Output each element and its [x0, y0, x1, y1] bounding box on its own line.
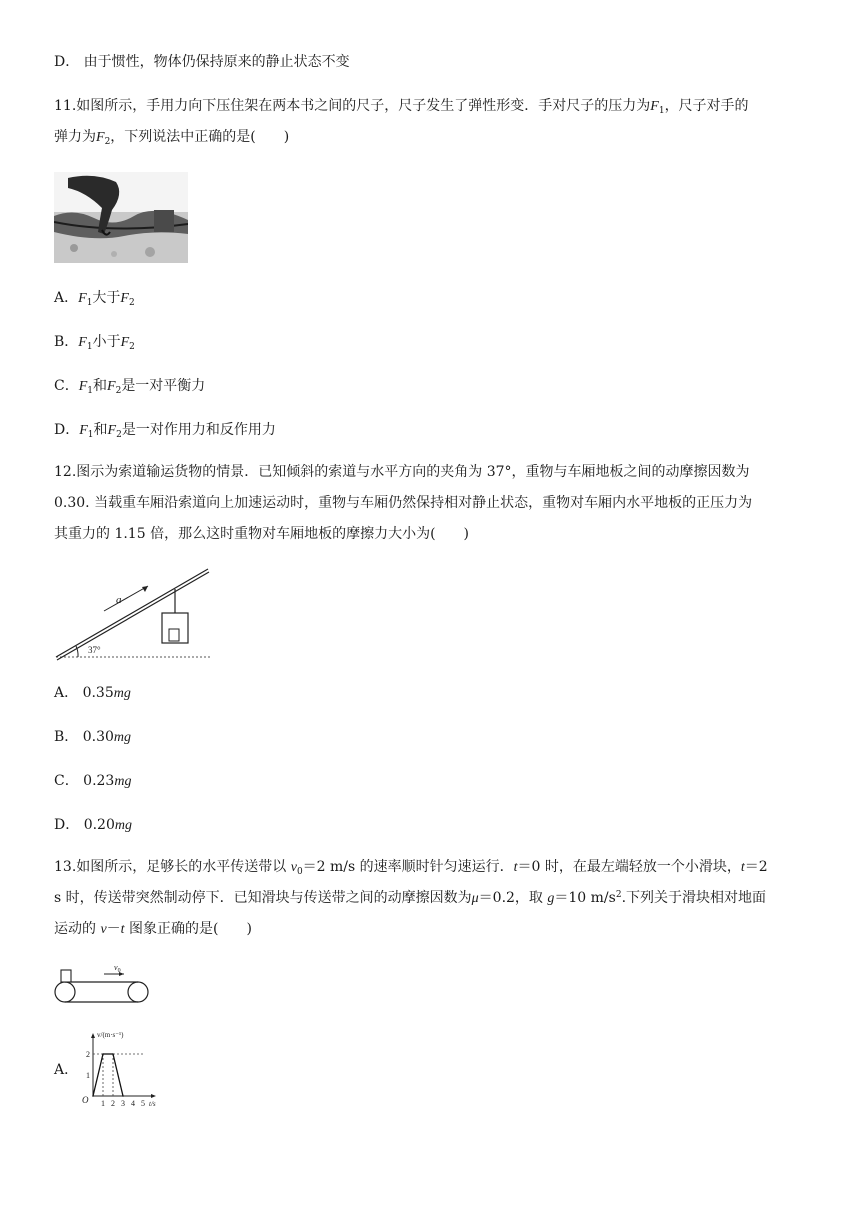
vt-series-point-0 [92, 1095, 94, 1097]
q11-option-c-sub2: 2 [115, 386, 122, 396]
q13-text-i: 运动的 [54, 921, 101, 937]
q13-text-d: ＝2 [744, 859, 768, 875]
q11-option-c[interactable] [54, 376, 205, 397]
q11-option-d-sub2: 2 [116, 430, 122, 440]
accel-label: a [116, 594, 122, 606]
q11-f1-symbol: F [650, 99, 659, 114]
q13-option-a-label[interactable]: A． [54, 1062, 79, 1078]
q12-option-c-value: 0.23 [83, 773, 115, 789]
angle-label: 37° [88, 645, 101, 655]
q11-option-a-f1: F [78, 291, 87, 306]
q13-stem-line3 [54, 919, 252, 940]
q12-option-a[interactable] [54, 683, 131, 704]
q11-option-b-sub2: 2 [129, 342, 135, 352]
q12-stem-line1: 12.图示为索道输运货物的情景．已知倾斜的索道与水平方向的夹角为 37°，重物与车厢地板之间的动摩擦因数为 [54, 464, 750, 480]
q12-option-a-prefix: A． [54, 685, 79, 701]
q12-option-c[interactable] [54, 771, 131, 792]
q11-option-d-f1: F [79, 423, 88, 438]
q12-option-d[interactable] [54, 815, 132, 836]
q11-option-d-suffix: 是一对作用力和反作用力 [121, 422, 276, 438]
q12-option-d-prefix: D． [54, 817, 80, 833]
q12-cableway-diagram [54, 565, 214, 661]
q13-v0-symbol: v [290, 860, 297, 875]
q12-option-c-unit: mg [114, 774, 132, 789]
q11-option-d-sub1: 1 [87, 430, 94, 440]
q11-option-c-prefix: C． [54, 378, 79, 394]
q13-text-f: ＝0.2，取 [478, 890, 548, 906]
q12-stem-line3: 其重力的 1.15 倍，那么这时重物对车厢地板的摩擦力大小为( ) [54, 526, 469, 542]
q12-option-b-prefix: B． [54, 729, 79, 745]
q12-option-c-prefix: C． [54, 773, 79, 789]
q13-v0-subscript: 0 [296, 867, 303, 877]
q11-option-b-sub1: 1 [86, 342, 93, 352]
q11-option-b-f2: F [120, 335, 130, 350]
y-axis-arrow [91, 1033, 95, 1038]
q13-text-h: .下列关于滑块相对地面 [621, 890, 767, 906]
q11-option-a-f2: F [120, 291, 129, 306]
q11-option-a-sub1: 1 [86, 298, 93, 308]
q13-text-g: ＝10 m/s [554, 890, 616, 906]
q13-stem-line1 [54, 857, 768, 878]
x-tick-label-4: 4 [131, 1099, 135, 1108]
q12-option-b-value: 0.30 [82, 729, 114, 745]
right-pulley [128, 982, 148, 1002]
q11-stem-line2 [54, 127, 289, 148]
q12-option-b[interactable] [54, 727, 131, 748]
q12-option-a-value: 0.35 [82, 685, 114, 701]
q11-f1-subscript: 1 [658, 106, 665, 116]
x-tick-label-3: 3 [121, 1099, 125, 1108]
q12-stem-line2: 0.30. 当载重车厢沿索道向上加速运动时，重物与车厢仍然保持相对静止状态，重物对车厢内水平地板的正压力为 [54, 495, 753, 511]
y-tick-label-2: 2 [86, 1050, 90, 1059]
q11-option-b-prefix: B． [54, 334, 79, 350]
q12-option-d-value: 0.20 [83, 817, 115, 833]
vt-series-point-2 [112, 1053, 114, 1055]
q13-text-c: ＝0 时，在最左端轻放一个小滑块， [517, 859, 741, 875]
q11-stem-line1 [54, 96, 749, 117]
q11-option-d-mid: 和 [93, 422, 108, 438]
q13-g-symbol: g [547, 891, 555, 906]
q11-option-c-sub1: 1 [87, 386, 94, 396]
x-tick-label-2: 2 [111, 1099, 115, 1108]
x-tick-label-1: 1 [101, 1099, 105, 1108]
q13-text-b: ＝2 m/s 的速率顺时针匀速运行． [302, 859, 514, 875]
q13-option-a-vt-graph[interactable] [80, 1026, 172, 1108]
q11-stem-text-c: 弹力为 [54, 129, 96, 145]
q13-text-a: 13.如图所示，足够长的水平传送带以 [54, 859, 291, 875]
q11-ruler-photo [54, 172, 188, 263]
q11-stem-text-a: 11.如图所示，手用力向下压住架在两本书之间的尺子，尺子发生了弹性形变．手对尺子的压力为 [54, 98, 651, 114]
q11-option-c-suffix: 是一对平衡力 [121, 378, 206, 394]
x-tick-label-5: 5 [141, 1099, 145, 1108]
x-axis-arrow [151, 1094, 156, 1098]
q12-option-b-unit: mg [113, 730, 132, 745]
q11-stem-text-d: ，下列说法中正确的是( ) [110, 129, 290, 145]
q11-f2-symbol: F [96, 130, 105, 145]
vt-series-point-3 [122, 1095, 124, 1097]
q11-f2-subscript: 2 [104, 137, 111, 147]
y-axis-label: v/(m·s⁻¹) [97, 1031, 124, 1039]
q13-mu-symbol: μ [471, 891, 479, 906]
y-tick-label-1: 1 [86, 1071, 90, 1080]
q13-t-symbol-2: t [740, 860, 745, 875]
vt-series-segment-2 [113, 1054, 123, 1096]
q11-option-b-f1: F [78, 335, 87, 350]
q13-conveyor-diagram [54, 962, 150, 1006]
left-pulley [55, 982, 75, 1002]
slider-block [61, 970, 71, 982]
q13-t-symbol-3: t [120, 922, 125, 937]
q13-v-symbol: v [100, 922, 107, 937]
q11-option-a-prefix: A． [54, 290, 79, 306]
q11-option-c-mid: 和 [93, 378, 108, 394]
q13-minus: － [106, 921, 121, 937]
q11-stem-text-b: ，尺子对手的 [664, 98, 749, 114]
q13-text-j: 图象正确的是( ) [124, 921, 252, 937]
x-axis-label: t/s [149, 1100, 156, 1108]
q11-option-a-sub2: 2 [128, 298, 135, 308]
q11-option-d[interactable] [54, 420, 276, 441]
q11-option-b-mid: 小于 [92, 334, 121, 350]
q11-option-c-f1: F [78, 379, 88, 394]
q10-option-d: D． 由于惯性，物体仍保持原来的静止状态不变 [54, 54, 350, 70]
q13-stem-line2 [54, 888, 766, 909]
q11-option-c-f2: F [107, 379, 116, 394]
belt-velocity-label: $v_0$ [114, 963, 121, 974]
q11-option-a-mid: 大于 [92, 290, 121, 306]
q13-t-symbol-1: t [513, 860, 518, 875]
q12-option-a-unit: mg [113, 686, 131, 701]
vt-series-point-1 [102, 1053, 104, 1055]
q12-option-d-unit: mg [114, 818, 132, 833]
cargo-box [169, 629, 179, 641]
q11-option-a[interactable] [54, 288, 135, 309]
q13-squared: 2 [615, 890, 622, 900]
q11-option-d-prefix: D． [54, 422, 80, 438]
vt-series-segment-0 [93, 1054, 103, 1096]
q13-text-e: s 时，传送带突然制动停下．已知滑块与传送带之间的动摩擦因数为 [54, 890, 472, 906]
q11-option-d-f2: F [107, 423, 117, 438]
q11-option-b[interactable] [54, 332, 135, 353]
origin-label: O [82, 1095, 89, 1105]
